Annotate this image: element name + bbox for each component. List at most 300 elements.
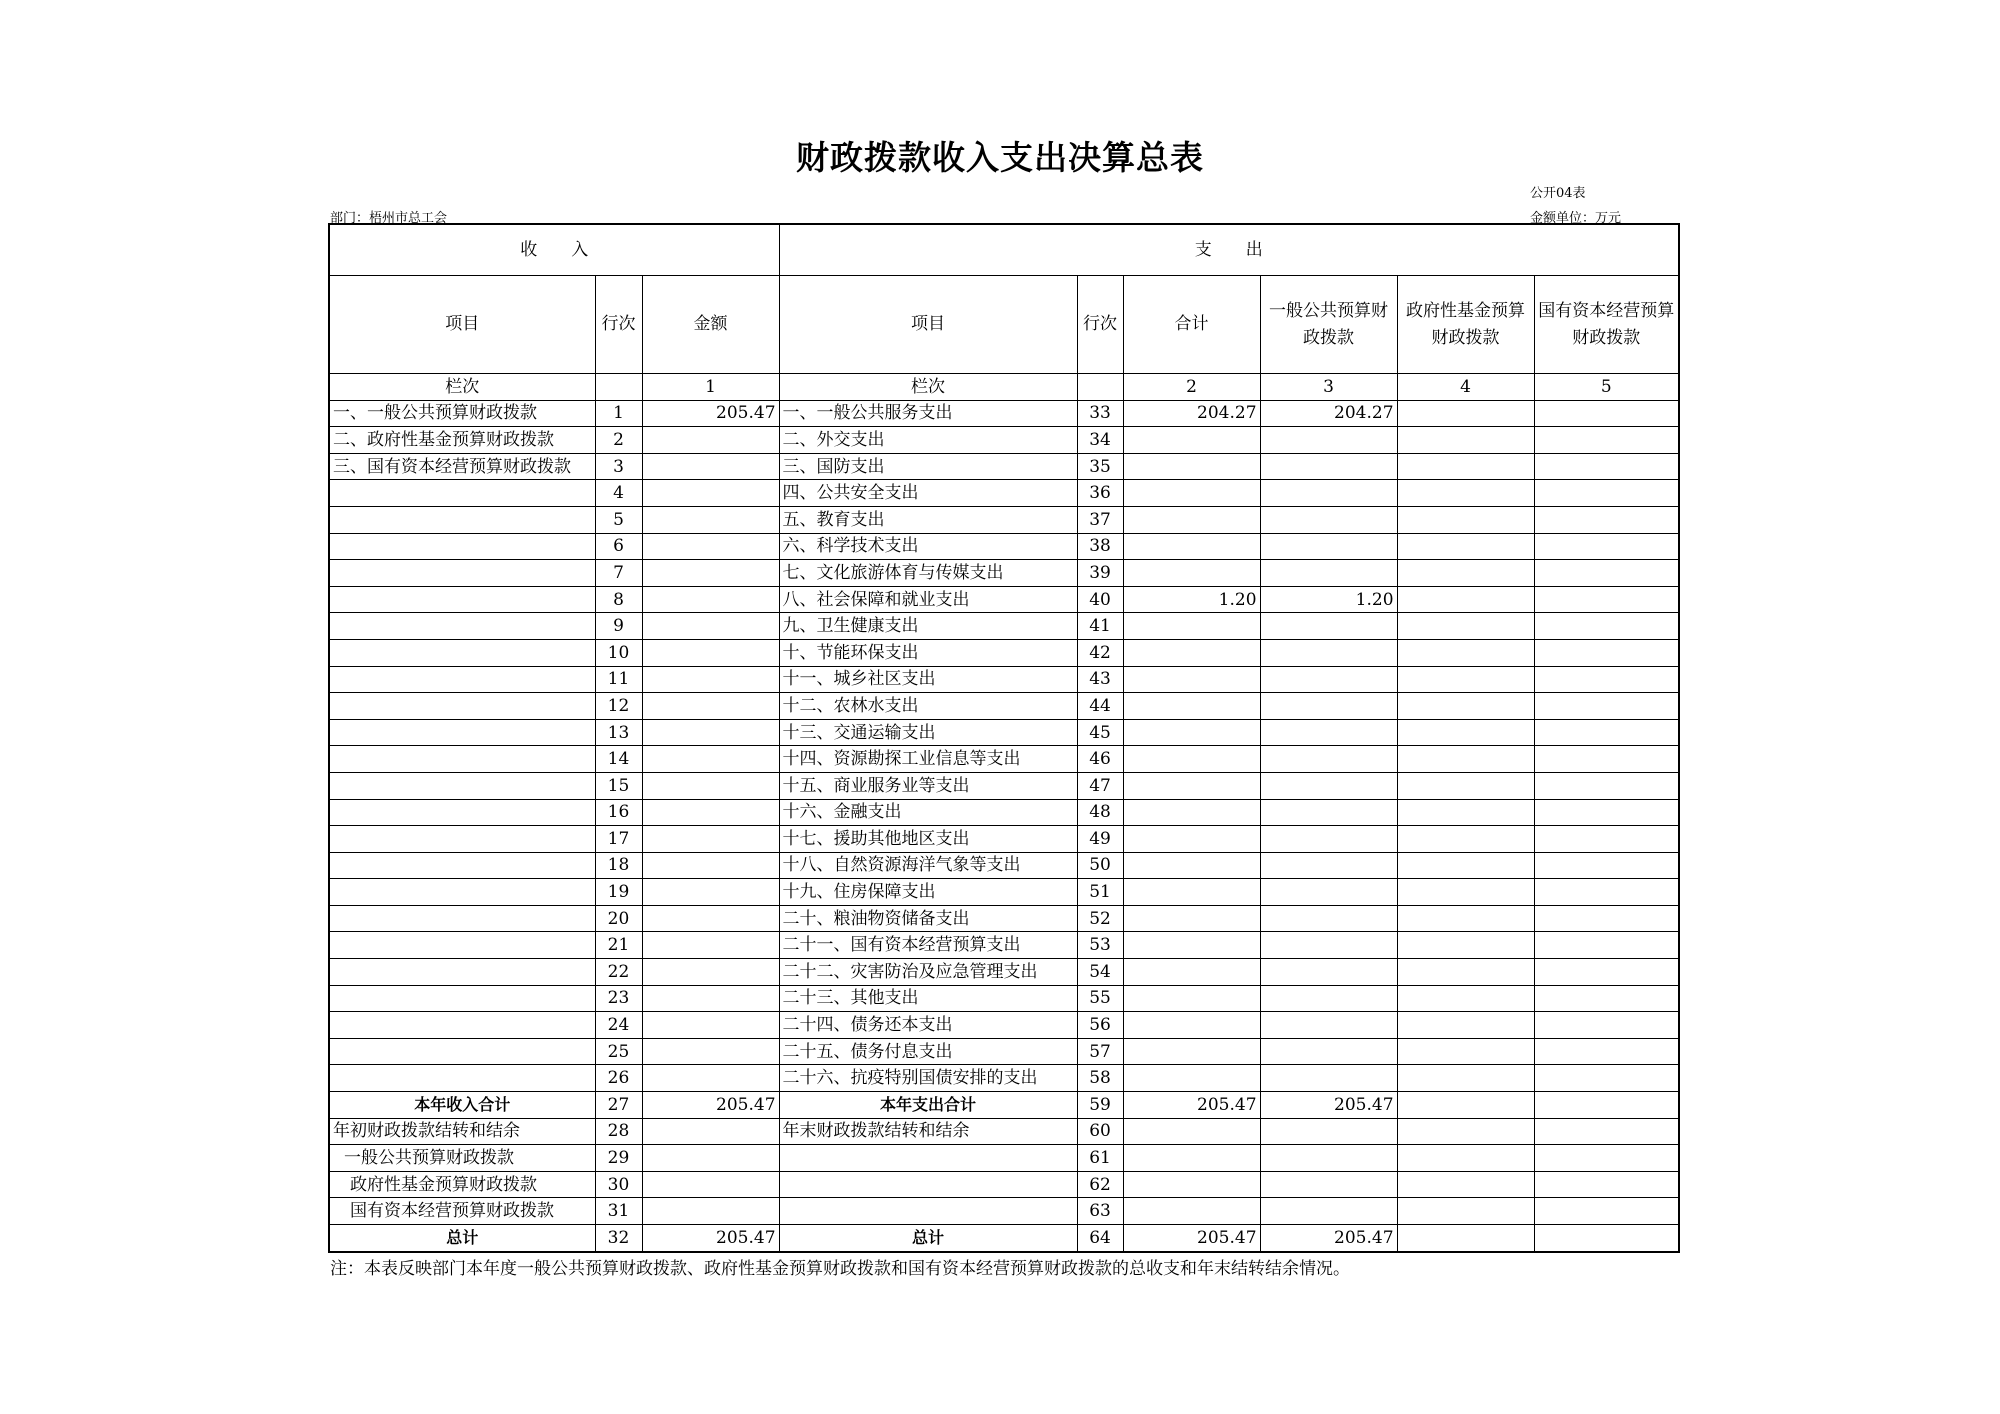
state-capital-cell: [1534, 905, 1679, 932]
expense-total-cell: [1123, 427, 1260, 454]
income-line-cell: 17: [595, 826, 642, 853]
expense-line-cell: 36: [1077, 480, 1123, 507]
fund-budget-cell: [1397, 1171, 1534, 1198]
general-budget-cell: [1260, 772, 1397, 799]
income-amount-cell: [642, 666, 779, 693]
table-row: [329, 852, 1679, 879]
table-row: [329, 1038, 1679, 1065]
year-total-row: [329, 1092, 1679, 1119]
table-row: [329, 1012, 1679, 1039]
income-line-cell: 27: [595, 1092, 642, 1119]
state-capital-cell: [1534, 799, 1679, 826]
fund-budget-cell: [1397, 1198, 1534, 1225]
income-amount-cell: [642, 639, 779, 666]
income-item-cell: [329, 666, 595, 693]
state-capital-cell: [1534, 932, 1679, 959]
expense-item-cell: 九、卫生健康支出: [779, 613, 1077, 640]
general-budget-cell: [1260, 506, 1397, 533]
income-item-cell: [329, 693, 595, 720]
general-budget-cell: 1.20: [1260, 586, 1397, 613]
expense-item-cell: 二十三、其他支出: [779, 985, 1077, 1012]
general-budget-cell: [1260, 826, 1397, 853]
expense-total-cell: [1123, 506, 1260, 533]
table-row: [329, 932, 1679, 959]
expense-total-cell: 205.47: [1123, 1225, 1260, 1252]
table-row: [329, 826, 1679, 853]
state-capital-cell: [1534, 400, 1679, 427]
state-capital-cell: [1534, 1118, 1679, 1145]
expense-item-cell: 七、文化旅游体育与传媒支出: [779, 560, 1077, 587]
fund-budget-cell: [1397, 719, 1534, 746]
income-amount-cell: [642, 453, 779, 480]
state-capital-cell: [1534, 746, 1679, 773]
state-capital-cell: [1534, 1065, 1679, 1092]
state-capital-cell: [1534, 560, 1679, 587]
general-budget-cell: 204.27: [1260, 400, 1397, 427]
expense-total-cell: [1123, 772, 1260, 799]
income-line-cell: 6: [595, 533, 642, 560]
expense-item-cell: 十四、资源勘探工业信息等支出: [779, 746, 1077, 773]
expense-total-cell: [1123, 639, 1260, 666]
expense-total-cell: [1123, 693, 1260, 720]
fund-budget-cell: [1397, 852, 1534, 879]
table-row: [329, 533, 1679, 560]
income-item-cell: 一般公共预算财政拨款: [329, 1145, 595, 1172]
expense-total-cell: [1123, 480, 1260, 507]
income-amount-cell: [642, 1145, 779, 1172]
table-row: [329, 772, 1679, 799]
income-amount-cell: [642, 826, 779, 853]
state-capital-cell: [1534, 666, 1679, 693]
general-budget-cell: [1260, 932, 1397, 959]
general-budget-cell: [1260, 1145, 1397, 1172]
table-row: [329, 746, 1679, 773]
income-line-cell: 23: [595, 985, 642, 1012]
income-line-cell: 11: [595, 666, 642, 693]
income-item-cell: 总计: [329, 1225, 595, 1252]
expense-total-cell: [1123, 985, 1260, 1012]
expense-total-cell: [1123, 932, 1260, 959]
income-line-cell: 4: [595, 480, 642, 507]
income-line-cell: 12: [595, 693, 642, 720]
income-amount-cell: [642, 1198, 779, 1225]
expense-item-cell: 一、一般公共服务支出: [779, 400, 1077, 427]
income-line-cell: 22: [595, 959, 642, 986]
table-row: [329, 959, 1679, 986]
income-amount-cell: [642, 799, 779, 826]
income-amount-cell: [642, 1118, 779, 1145]
general-budget-cell: [1260, 1012, 1397, 1039]
table-row: [329, 639, 1679, 666]
income-item-cell: [329, 852, 595, 879]
expense-line-cell: 54: [1077, 959, 1123, 986]
expense-line-cell: 61: [1077, 1145, 1123, 1172]
fund-budget-cell: [1397, 480, 1534, 507]
column-header-row: [329, 276, 1679, 374]
income-amount-cell: [642, 852, 779, 879]
income-amount-cell: [642, 879, 779, 906]
income-item-cell: [329, 719, 595, 746]
expense-line-cell: 64: [1077, 1225, 1123, 1252]
footnote: 注：本表反映部门本年度一般公共预算财政拨款、政府性基金预算财政拨款和国有资本经营预算财政拨款的总收支和年末结转结余情况。: [330, 1259, 1350, 1279]
expense-item-cell: 二十一、国有资本经营预算支出: [779, 932, 1077, 959]
expense-total-cell: 1.20: [1123, 586, 1260, 613]
income-item-cell: [329, 932, 595, 959]
state-capital-cell: [1534, 613, 1679, 640]
grand-total-row: [329, 1225, 1679, 1252]
expense-item-cell: 十、节能环保支出: [779, 639, 1077, 666]
expense-total-cell: [1123, 746, 1260, 773]
state-capital-cell: [1534, 719, 1679, 746]
expense-item-cell: 二十二、灾害防治及应急管理支出: [779, 959, 1077, 986]
income-amount-cell: [642, 560, 779, 587]
expense-total-cell: [1123, 1065, 1260, 1092]
header-total: 合计: [1123, 276, 1260, 374]
income-amount-cell: [642, 746, 779, 773]
fund-budget-cell: [1397, 1065, 1534, 1092]
state-capital-cell: [1534, 586, 1679, 613]
income-line-cell: 30: [595, 1171, 642, 1198]
expense-item-cell: 十五、商业服务业等支出: [779, 772, 1077, 799]
income-amount-cell: [642, 719, 779, 746]
income-item-cell: [329, 799, 595, 826]
general-budget-cell: [1260, 613, 1397, 640]
expense-line-cell: 37: [1077, 506, 1123, 533]
state-capital-cell: [1534, 533, 1679, 560]
income-amount-cell: [642, 693, 779, 720]
income-line-cell: 9: [595, 613, 642, 640]
general-budget-cell: [1260, 453, 1397, 480]
expense-item-cell: 二十六、抗疫特别国债安排的支出: [779, 1065, 1077, 1092]
general-budget-cell: [1260, 905, 1397, 932]
fund-budget-cell: [1397, 693, 1534, 720]
general-budget-cell: [1260, 746, 1397, 773]
expense-line-cell: 52: [1077, 905, 1123, 932]
income-item-cell: [329, 959, 595, 986]
fund-budget-cell: [1397, 959, 1534, 986]
expense-total-cell: [1123, 613, 1260, 640]
income-line-cell: 7: [595, 560, 642, 587]
colnum-label-2: 栏次: [779, 374, 1077, 401]
expense-line-cell: 56: [1077, 1012, 1123, 1039]
fund-budget-cell: [1397, 1118, 1534, 1145]
table-row: [329, 427, 1679, 454]
income-amount-cell: [642, 905, 779, 932]
income-line-cell: 29: [595, 1145, 642, 1172]
expense-item-cell: 十八、自然资源海洋气象等支出: [779, 852, 1077, 879]
income-item-cell: [329, 480, 595, 507]
fund-budget-cell: [1397, 613, 1534, 640]
fund-budget-cell: [1397, 879, 1534, 906]
expense-line-cell: 44: [1077, 693, 1123, 720]
state-capital-cell: [1534, 427, 1679, 454]
income-item-cell: [329, 1038, 595, 1065]
expense-line-cell: 45: [1077, 719, 1123, 746]
header-income-line: 行次: [595, 276, 642, 374]
state-capital-cell: [1534, 506, 1679, 533]
expense-item-cell: 十三、交通运输支出: [779, 719, 1077, 746]
fund-budget-cell: [1397, 1225, 1534, 1252]
expense-item-cell: 八、社会保障和就业支出: [779, 586, 1077, 613]
general-budget-cell: [1260, 639, 1397, 666]
income-amount-cell: 205.47: [642, 1225, 779, 1252]
income-amount-cell: [642, 985, 779, 1012]
expense-line-cell: 63: [1077, 1198, 1123, 1225]
expense-item-cell: 十一、城乡社区支出: [779, 666, 1077, 693]
expense-total-cell: [1123, 826, 1260, 853]
expense-total-cell: [1123, 879, 1260, 906]
income-item-cell: [329, 826, 595, 853]
income-item-cell: 一、一般公共预算财政拨款: [329, 400, 595, 427]
expense-total-cell: [1123, 560, 1260, 587]
fund-budget-cell: [1397, 506, 1534, 533]
expense-line-cell: 53: [1077, 932, 1123, 959]
table-row: [329, 400, 1679, 427]
state-capital-cell: [1534, 772, 1679, 799]
income-item-cell: [329, 1012, 595, 1039]
expense-item-cell: 总计: [779, 1225, 1077, 1252]
table-row: [329, 985, 1679, 1012]
table-row: [329, 613, 1679, 640]
general-budget-cell: [1260, 799, 1397, 826]
fund-budget-cell: [1397, 1038, 1534, 1065]
income-item-cell: 年初财政拨款结转和结余: [329, 1118, 595, 1145]
general-budget-cell: [1260, 719, 1397, 746]
state-capital-cell: [1534, 480, 1679, 507]
expense-line-cell: 39: [1077, 560, 1123, 587]
income-line-cell: 2: [595, 427, 642, 454]
expense-item-cell: 年末财政拨款结转和结余: [779, 1118, 1077, 1145]
expense-total-cell: [1123, 1038, 1260, 1065]
income-line-cell: 28: [595, 1118, 642, 1145]
expense-line-cell: 55: [1077, 985, 1123, 1012]
table-row: [329, 586, 1679, 613]
expense-line-cell: 33: [1077, 400, 1123, 427]
general-budget-cell: [1260, 1198, 1397, 1225]
income-item-cell: [329, 746, 595, 773]
expense-line-cell: 42: [1077, 639, 1123, 666]
expense-line-cell: 49: [1077, 826, 1123, 853]
income-line-cell: 10: [595, 639, 642, 666]
colnum-1: 1: [642, 374, 779, 401]
fund-budget-cell: [1397, 1012, 1534, 1039]
header-income-item: 项目: [329, 276, 595, 374]
income-amount-cell: [642, 772, 779, 799]
expense-item-cell: 十六、金融支出: [779, 799, 1077, 826]
header-general-budget: 一般公共预算财政拨款: [1260, 276, 1397, 374]
income-amount-cell: [642, 586, 779, 613]
state-capital-cell: [1534, 826, 1679, 853]
fund-budget-cell: [1397, 639, 1534, 666]
state-capital-cell: [1534, 985, 1679, 1012]
income-item-cell: [329, 639, 595, 666]
expense-line-cell: 50: [1077, 852, 1123, 879]
income-line-cell: 5: [595, 506, 642, 533]
state-capital-cell: [1534, 1171, 1679, 1198]
expense-item-cell: 六、科学技术支出: [779, 533, 1077, 560]
fund-budget-cell: [1397, 826, 1534, 853]
general-budget-cell: [1260, 480, 1397, 507]
expense-total-cell: [1123, 905, 1260, 932]
expense-item-cell: 四、公共安全支出: [779, 480, 1077, 507]
income-line-cell: 13: [595, 719, 642, 746]
table-row: [329, 480, 1679, 507]
expense-line-cell: 59: [1077, 1092, 1123, 1119]
colnum-label: 栏次: [329, 374, 595, 401]
fund-budget-cell: [1397, 799, 1534, 826]
general-budget-cell: [1260, 879, 1397, 906]
expense-line-cell: 48: [1077, 799, 1123, 826]
fund-budget-cell: [1397, 453, 1534, 480]
table-row: [329, 799, 1679, 826]
expense-item-cell: 十九、住房保障支出: [779, 879, 1077, 906]
table-row: [329, 905, 1679, 932]
expense-total-cell: [1123, 1012, 1260, 1039]
general-budget-cell: 205.47: [1260, 1092, 1397, 1119]
income-amount-cell: [642, 1171, 779, 1198]
expense-line-cell: 51: [1077, 879, 1123, 906]
expense-line-cell: 62: [1077, 1171, 1123, 1198]
carryover-row: [329, 1118, 1679, 1145]
colnum-empty: [595, 374, 642, 401]
expense-line-cell: 46: [1077, 746, 1123, 773]
expense-line-cell: 34: [1077, 427, 1123, 454]
expense-line-cell: 43: [1077, 666, 1123, 693]
fund-budget-cell: [1397, 560, 1534, 587]
income-item-cell: 国有资本经营预算财政拨款: [329, 1198, 595, 1225]
income-line-cell: 20: [595, 905, 642, 932]
carryover-row: [329, 1145, 1679, 1172]
expense-total-cell: [1123, 1198, 1260, 1225]
expense-line-cell: 38: [1077, 533, 1123, 560]
general-budget-cell: [1260, 1171, 1397, 1198]
income-line-cell: 24: [595, 1012, 642, 1039]
colnum-3: 3: [1260, 374, 1397, 401]
expense-total-cell: [1123, 1171, 1260, 1198]
expense-total-cell: 204.27: [1123, 400, 1260, 427]
expense-total-cell: [1123, 1118, 1260, 1145]
colnum-4: 4: [1397, 374, 1534, 401]
expense-item-cell: 本年支出合计: [779, 1092, 1077, 1119]
state-capital-cell: [1534, 1225, 1679, 1252]
expense-item-cell: 十二、农林水支出: [779, 693, 1077, 720]
carryover-row: [329, 1171, 1679, 1198]
expense-total-cell: [1123, 719, 1260, 746]
income-item-cell: [329, 613, 595, 640]
expense-total-cell: [1123, 453, 1260, 480]
department-label: 部门：梧州市总工会: [330, 211, 448, 226]
state-capital-cell: [1534, 1038, 1679, 1065]
general-budget-cell: [1260, 666, 1397, 693]
expense-line-cell: 35: [1077, 453, 1123, 480]
table-row: [329, 719, 1679, 746]
fund-budget-cell: [1397, 666, 1534, 693]
general-budget-cell: 205.47: [1260, 1225, 1397, 1252]
income-item-cell: 本年收入合计: [329, 1092, 595, 1119]
income-item-cell: [329, 1065, 595, 1092]
table-row: [329, 666, 1679, 693]
income-item-cell: [329, 506, 595, 533]
income-item-cell: 政府性基金预算财政拨款: [329, 1171, 595, 1198]
general-budget-cell: [1260, 533, 1397, 560]
colnum-5: 5: [1534, 374, 1679, 401]
income-amount-cell: 205.47: [642, 400, 779, 427]
state-capital-cell: [1534, 852, 1679, 879]
table-row: [329, 1065, 1679, 1092]
income-amount-cell: [642, 506, 779, 533]
fund-budget-cell: [1397, 533, 1534, 560]
income-amount-cell: [642, 932, 779, 959]
income-item-cell: [329, 533, 595, 560]
state-capital-cell: [1534, 453, 1679, 480]
state-capital-cell: [1534, 879, 1679, 906]
fund-budget-cell: [1397, 932, 1534, 959]
colnum-2: 2: [1123, 374, 1260, 401]
expense-line-cell: 41: [1077, 613, 1123, 640]
income-amount-cell: [642, 480, 779, 507]
expense-line-cell: 58: [1077, 1065, 1123, 1092]
table-body: [329, 224, 1679, 1252]
state-capital-cell: [1534, 639, 1679, 666]
income-item-cell: [329, 905, 595, 932]
fund-budget-cell: [1397, 586, 1534, 613]
general-budget-cell: [1260, 427, 1397, 454]
expense-item-cell: 二十四、债务还本支出: [779, 1012, 1077, 1039]
income-item-cell: 三、国有资本经营预算财政拨款: [329, 453, 595, 480]
general-budget-cell: [1260, 1065, 1397, 1092]
budget-table: [328, 223, 1680, 1253]
general-budget-cell: [1260, 560, 1397, 587]
expense-item-cell: [779, 1171, 1077, 1198]
carryover-row: [329, 1198, 1679, 1225]
expense-total-cell: [1123, 799, 1260, 826]
state-capital-cell: [1534, 1145, 1679, 1172]
state-capital-cell: [1534, 1198, 1679, 1225]
income-line-cell: 3: [595, 453, 642, 480]
expense-item-cell: 二十、粮油物资储备支出: [779, 905, 1077, 932]
income-amount-cell: [642, 427, 779, 454]
income-item-cell: [329, 879, 595, 906]
table-row: [329, 693, 1679, 720]
header-income-amount: 金额: [642, 276, 779, 374]
unit-label: 金额单位：万元: [1530, 211, 1622, 226]
expense-item-cell: 三、国防支出: [779, 453, 1077, 480]
expense-total-cell: [1123, 666, 1260, 693]
income-section-header: 收 入: [329, 224, 779, 276]
table-row: [329, 506, 1679, 533]
expense-line-cell: 40: [1077, 586, 1123, 613]
general-budget-cell: [1260, 852, 1397, 879]
income-line-cell: 19: [595, 879, 642, 906]
expense-total-cell: [1123, 852, 1260, 879]
state-capital-cell: [1534, 959, 1679, 986]
income-line-cell: 32: [595, 1225, 642, 1252]
expense-item-cell: 二十五、债务付息支出: [779, 1038, 1077, 1065]
general-budget-cell: [1260, 985, 1397, 1012]
fund-budget-cell: [1397, 985, 1534, 1012]
fund-budget-cell: [1397, 427, 1534, 454]
general-budget-cell: [1260, 1038, 1397, 1065]
state-capital-cell: [1534, 693, 1679, 720]
state-capital-cell: [1534, 1012, 1679, 1039]
expense-line-cell: 60: [1077, 1118, 1123, 1145]
income-amount-cell: [642, 1012, 779, 1039]
income-item-cell: [329, 772, 595, 799]
income-amount-cell: [642, 959, 779, 986]
income-amount-cell: [642, 1065, 779, 1092]
expense-total-cell: [1123, 1145, 1260, 1172]
table-row: [329, 560, 1679, 587]
